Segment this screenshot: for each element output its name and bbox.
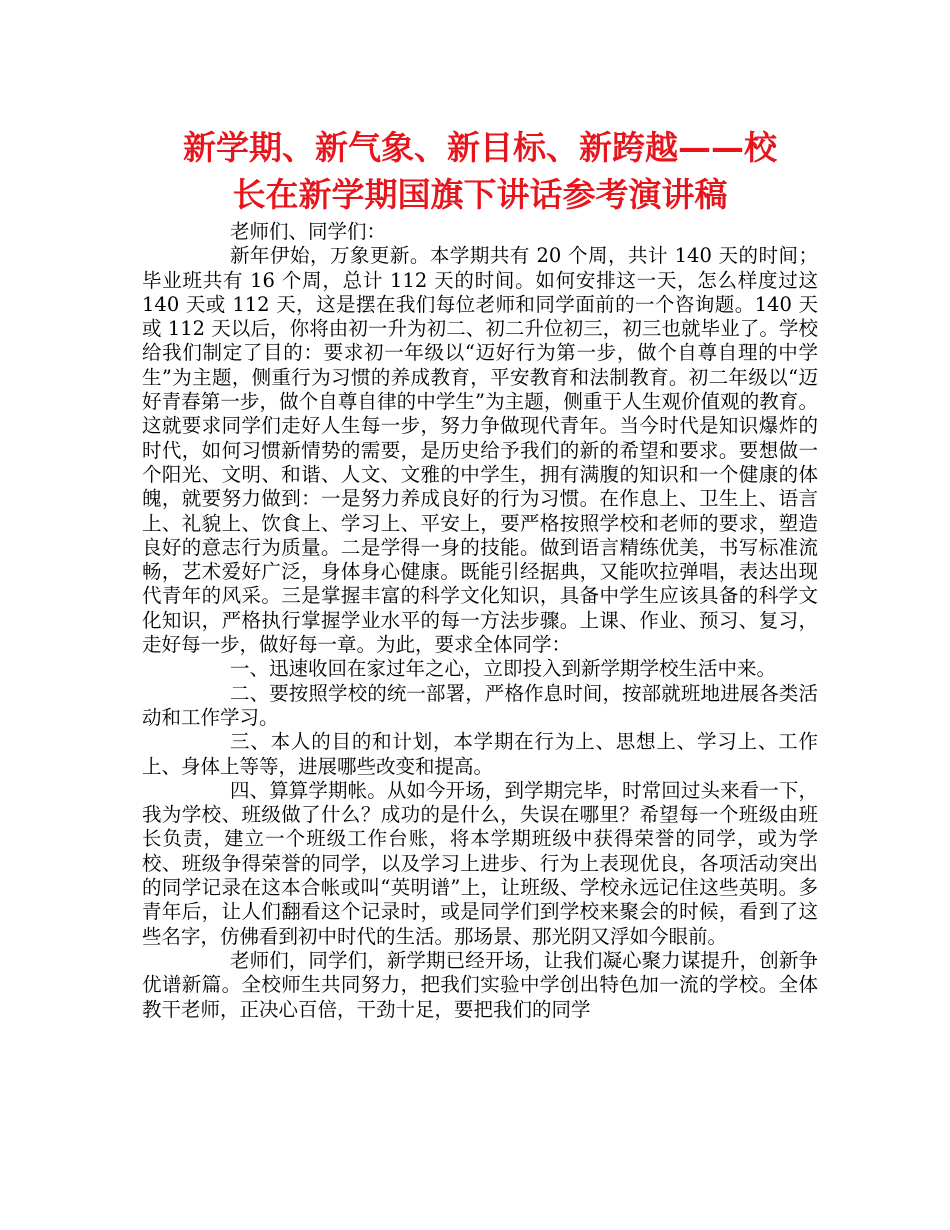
paragraph-point-3: 三、本人的目的和计划，本学期在行为上、思想上、学习上、工作上、身体上等等，进展哪些改变和提高。 (142, 730, 818, 778)
document-body (142, 220, 818, 1022)
document-title (142, 124, 818, 218)
paragraph-intro: 新年伊始，万象更新。本学期共有 20 个周，共计 140 天的时间；毕业班共有 16 个周，总计 112 天的时间。如何安排这一天，怎么样度过这 140 天或 112 天，这是摆在我们每位老师和同学面前的一个咨询题。140 天或 112 天以后，你将由初一升为初二、初二升位初三，初三也就毕业了。学校给我们制定了目的：要求初一年级以“迈好行为第一步，做个自尊自理的中学生”为主题，侧重行为习惯的养成教育，平安教育和法制教育。初二年级以“迈好青春第一步，做个自尊自律的中学生”为主题，侧重于人生观价值观的教育。这就要求同学们走好人生每一步，努力争做现代青年。当今时代是知识爆炸的时代，如何习惯新情势的需要，是历史给予我们的新的希望和要求。要想做一个阳光、文明、和谐、人文、文雅的中学生，拥有满腹的知识和一个健康的体魄，就要努力做到：一是努力养成良好的行为习惯。在作息上、卫生上、语言上、礼貌上、饮食上、学习上、平安上，要严格按照学校和老师的要求，塑造良好的意志行为质量。二是学得一身的技能。做到语言精练优美，书写标准流畅，艺术爱好广泛，身体身心健康。既能引经据典，又能吹拉弹唱，表达出现代青年的风采。三是掌握丰富的科学文化知识，具备中学生应该具备的科学文化知识，严格执行掌握学业水平的每一方法步骤。上课、作业、预习、复习，走好每一步，做好每一章。为此，要求全体同学： (142, 244, 818, 657)
paragraph-point-4: 四、算算学期帐。从如今开场，到学期完毕，时常回过头来看一下，我为学校、班级做了什么？成功的是什么，失误在哪里？希望每一个班级由班长负责，建立一个班级工作台账，将本学期班级中获得荣誉的同学，或为学校、班级争得荣誉的同学，以及学习上进步、行为上表现优良，各项活动突出的同学记录在这本合帐或叫“英明谱”上，让班级、学校永远记住这些英明。多青年后，让人们翻看这个记录时，或是同学们到学校来聚会的时候，看到了这些名字，仿佛看到初中时代的生活。那场景、那光阴又浮如今眼前。 (142, 778, 818, 948)
paragraph-point-1: 一、迅速收回在家过年之心，立即投入到新学期学校生活中来。 (230, 657, 777, 681)
title-line-2: 长在新学期国旗下讲话参考演讲稿 (232, 175, 728, 214)
paragraph-point-2: 二、要按照学校的统一部署，严格作息时间，按部就班地进展各类活动和工作学习。 (142, 681, 818, 729)
salutation: 老师们、同学们： (230, 220, 387, 243)
title-line-1: 新学期、新气象、新目标、新跨越——校 (183, 128, 777, 167)
paragraph-closing: 老师们，同学们，新学期已经开场，让我们凝心聚力谋提升，创新争优谱新篇。全校师生共同努力，把我们实验中学创出特色加一流的学校。全体教干老师，正决心百倍，干劲十足，要把我们的同学 (142, 948, 818, 1021)
